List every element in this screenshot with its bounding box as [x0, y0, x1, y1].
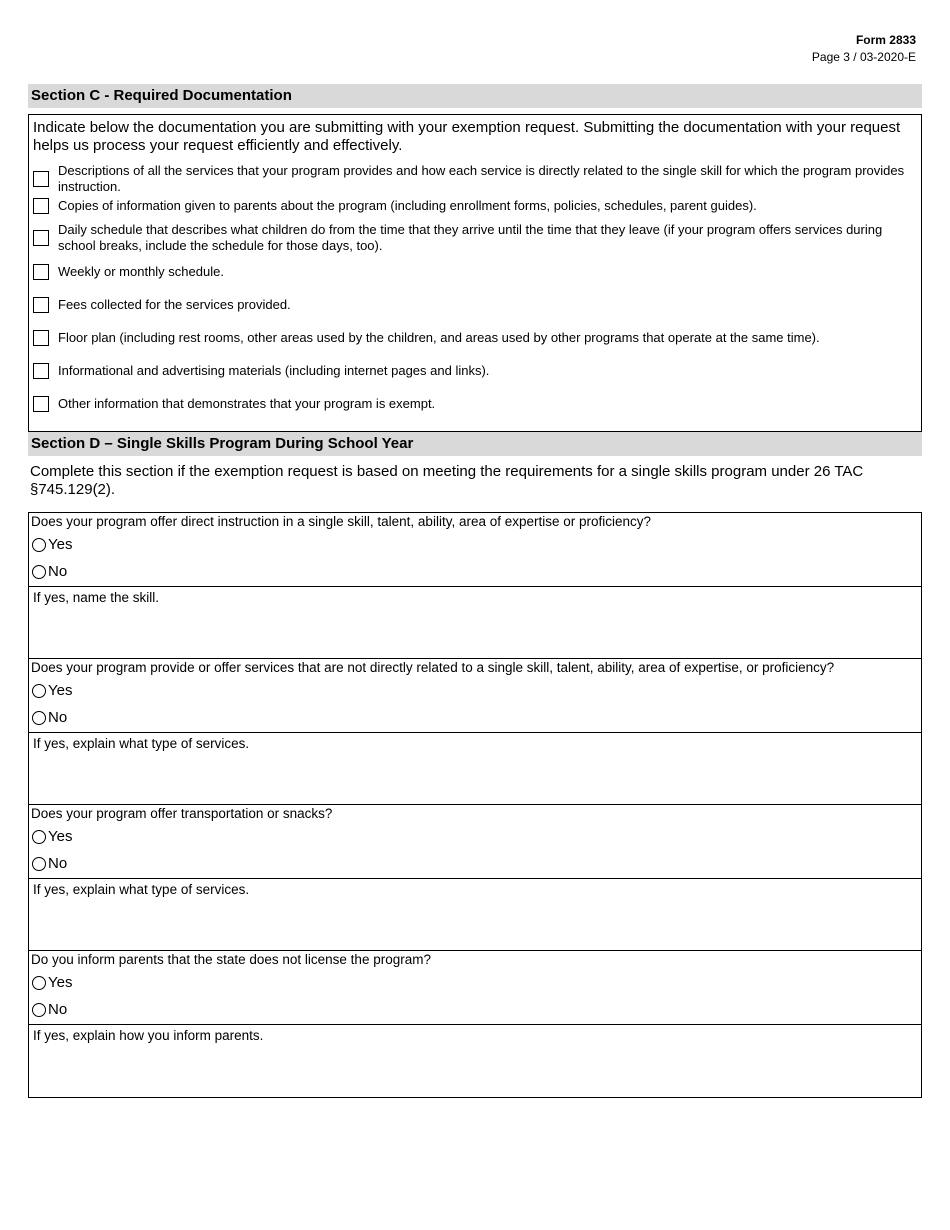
doc-item-label: Fees collected for the services provided.	[58, 297, 291, 312]
radio-label: No	[48, 855, 68, 872]
checkbox-floor-plan[interactable]	[33, 330, 49, 346]
doc-item-weekly-schedule	[33, 264, 917, 280]
question-text: Does your program offer direct instruction in a single skill, talent, ability, area of expertise or proficiency?	[31, 514, 652, 529]
radio-label: Yes	[48, 828, 73, 845]
radio-inform-parents-no[interactable]	[32, 1001, 67, 1018]
question-other-services	[29, 659, 921, 733]
radio-circle-icon	[32, 1003, 46, 1017]
radio-circle-icon	[32, 711, 46, 725]
inform-parents-field[interactable]	[31, 1047, 919, 1095]
section-c-title: Section C - Required Documentation	[28, 84, 922, 108]
checkbox-daily-schedule[interactable]	[33, 230, 49, 246]
doc-item-label: Informational and advertising materials (including internet pages and links).	[58, 363, 490, 378]
question-text: Do you inform parents that the state does not license the program?	[31, 952, 431, 967]
doc-item-service-descriptions	[33, 163, 917, 195]
doc-item-other-information	[33, 396, 917, 412]
section-c-intro: Indicate below the documentation you are submitting with your exemption request. Submitting the documentation with your request helps us process your request efficiently and effectively.	[33, 119, 901, 154]
followup-inform-parents	[29, 1025, 921, 1097]
section-d-title: Section D – Single Skills Program During School Year	[28, 432, 922, 456]
radio-label: No	[48, 1001, 68, 1018]
checkbox-parent-information[interactable]	[33, 198, 49, 214]
section-c-box	[28, 114, 922, 432]
doc-item-parent-information	[33, 198, 917, 214]
question-transportation-snacks	[29, 805, 921, 879]
skill-name-field[interactable]	[31, 609, 919, 656]
radio-label: Yes	[48, 682, 73, 699]
radio-circle-icon	[32, 684, 46, 698]
followup-label: If yes, name the skill.	[33, 590, 160, 605]
followup-skill-name	[29, 587, 921, 659]
transportation-services-field[interactable]	[31, 901, 919, 948]
radio-transportation-yes[interactable]	[32, 828, 72, 845]
radio-other-services-yes[interactable]	[32, 682, 72, 699]
doc-item-label: Descriptions of all the services that your program provides and how each service is directly related to the single skill for which the program provides instruction.	[58, 163, 905, 194]
question-single-skill	[29, 513, 921, 587]
radio-other-services-no[interactable]	[32, 709, 67, 726]
checkbox-service-descriptions[interactable]	[33, 171, 49, 187]
radio-label: No	[48, 709, 68, 726]
radio-single-skill-no[interactable]	[32, 563, 67, 580]
followup-other-services	[29, 733, 921, 805]
radio-label: Yes	[48, 974, 73, 991]
page-info: Page 3 / 03-2020-E	[811, 50, 916, 64]
doc-item-label: Daily schedule that describes what children do from the time that they arrive until the time that they leave (if your program offers services during school breaks, include the schedule for those days, too).	[58, 222, 883, 253]
radio-circle-icon	[32, 976, 46, 990]
doc-item-advertising	[33, 363, 917, 379]
followup-label: If yes, explain what type of services.	[33, 882, 250, 897]
radio-inform-parents-yes[interactable]	[32, 974, 72, 991]
checkbox-other-information[interactable]	[33, 396, 49, 412]
doc-item-label: Weekly or monthly schedule.	[58, 264, 224, 279]
radio-circle-icon	[32, 565, 46, 579]
followup-label: If yes, explain how you inform parents.	[33, 1028, 264, 1043]
radio-label: Yes	[48, 536, 73, 553]
form-number: Form 2833	[855, 33, 916, 47]
radio-transportation-no[interactable]	[32, 855, 67, 872]
question-text: Does your program offer transportation or snacks?	[31, 806, 333, 821]
followup-transportation	[29, 879, 921, 951]
checkbox-weekly-schedule[interactable]	[33, 264, 49, 280]
doc-item-label: Floor plan (including rest rooms, other areas used by the children, and areas used by other programs that operate at the same time).	[58, 330, 820, 345]
radio-circle-icon	[32, 857, 46, 871]
followup-label: If yes, explain what type of services.	[33, 736, 250, 751]
section-d-intro: Complete this section if the exemption request is based on meeting the requirements for a single skills program under 26 TAC §745.129(2).	[30, 463, 864, 498]
doc-item-fees	[33, 297, 917, 313]
checkbox-advertising[interactable]	[33, 363, 49, 379]
other-services-field[interactable]	[31, 755, 919, 802]
question-text: Does your program provide or offer services that are not directly related to a single skill, talent, ability, area of expertise, or proficiency?	[31, 660, 835, 675]
doc-item-label: Other information that demonstrates that your program is exempt.	[58, 396, 436, 411]
radio-circle-icon	[32, 830, 46, 844]
doc-item-floor-plan	[33, 330, 917, 346]
doc-item-daily-schedule	[33, 222, 917, 254]
doc-item-label: Copies of information given to parents about the program (including enrollment forms, policies, schedules, parent guides).	[58, 198, 757, 213]
form-header	[812, 32, 916, 66]
radio-label: No	[48, 563, 68, 580]
section-d-table	[28, 512, 922, 1098]
checkbox-fees[interactable]	[33, 297, 49, 313]
radio-circle-icon	[32, 538, 46, 552]
question-inform-parents	[29, 951, 921, 1025]
radio-single-skill-yes[interactable]	[32, 536, 72, 553]
